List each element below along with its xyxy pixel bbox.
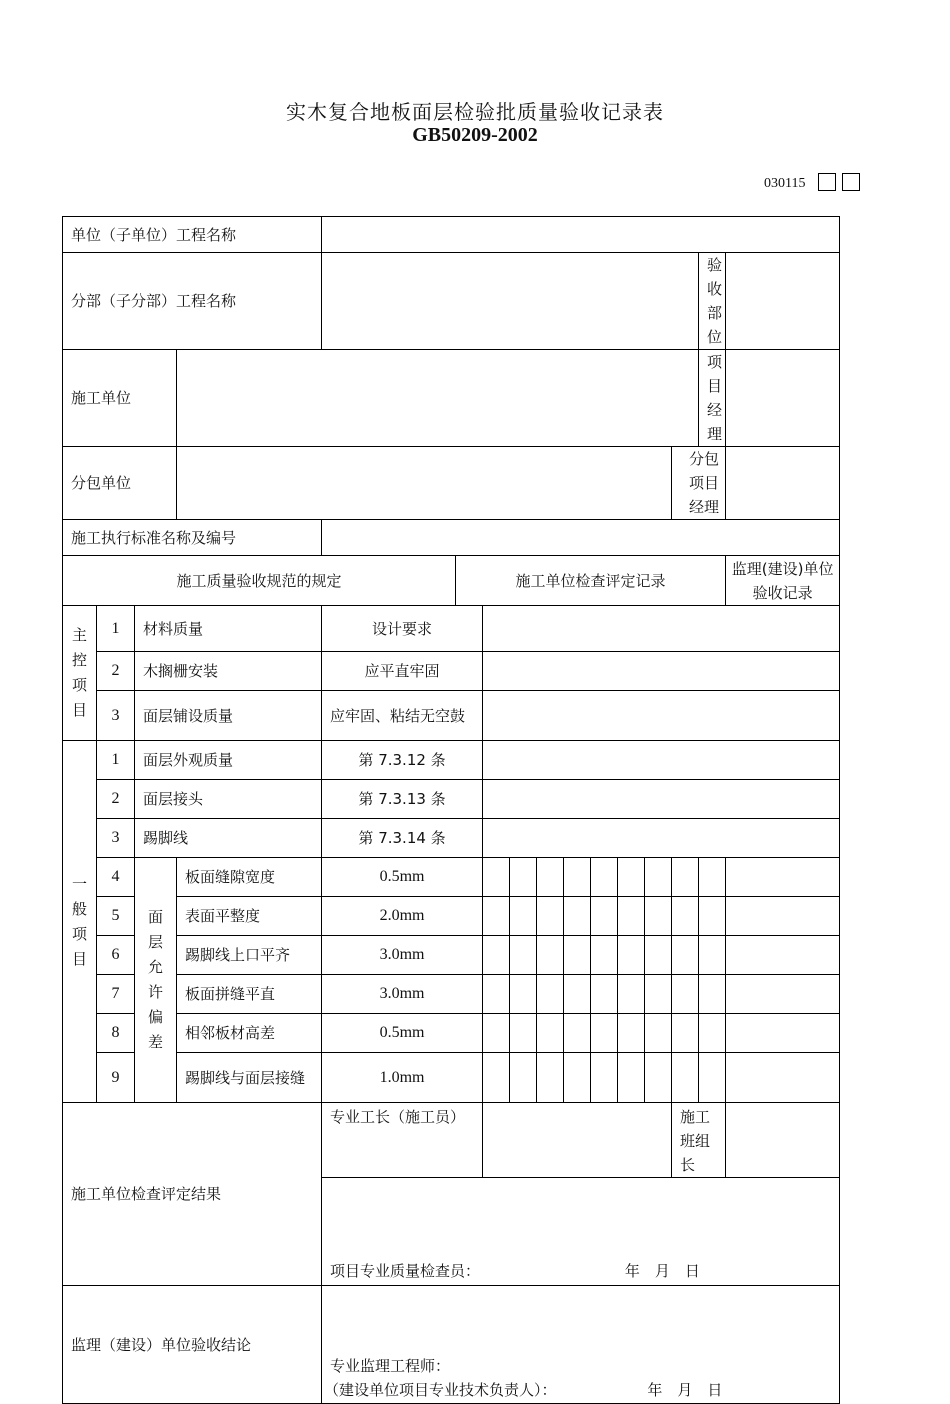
form-title: 实木复合地板面层检验批质量验收记录表 [286, 100, 664, 124]
measure-cell[interactable] [564, 858, 591, 897]
measure-cell[interactable] [510, 936, 537, 975]
supervision-column-header: 监理(建设)单位验收记录 [726, 556, 840, 606]
main-item-name: 材料质量 [135, 606, 322, 652]
measure-cell[interactable] [645, 936, 672, 975]
measure-cell[interactable] [483, 1014, 510, 1053]
general-item-check[interactable] [483, 741, 840, 780]
team-leader-label: 施工班组长 [672, 1103, 726, 1178]
measure-cell[interactable] [591, 897, 618, 936]
general-items-label: 一 般 项 目 [63, 741, 97, 1103]
measure-cell[interactable] [510, 1053, 537, 1103]
unit-project-field[interactable] [322, 217, 840, 253]
foreman-label: 专业工长（施工员） [322, 1103, 483, 1178]
main-item-requirement: 应牢固、粘结无空鼓 [322, 691, 483, 741]
main-item-check[interactable] [483, 691, 840, 741]
measure-cell[interactable] [618, 1053, 645, 1103]
general-item-name: 踢脚线 [135, 819, 322, 858]
sub-project-label: 分部（子分部）工程名称 [63, 253, 322, 350]
general-item-no: 3 [97, 819, 135, 858]
measure-cell[interactable] [699, 975, 726, 1014]
engineer-label: 专业监理工程师： [330, 1357, 451, 1375]
subcontract-unit-label: 分包单位 [63, 447, 177, 520]
measure-cell[interactable] [591, 1053, 618, 1103]
tolerance-value: 0.5mm [322, 1014, 483, 1053]
measure-cell[interactable] [726, 1014, 840, 1053]
measure-cell[interactable] [645, 1014, 672, 1053]
measure-cell[interactable] [726, 975, 840, 1014]
code-box-2[interactable] [842, 173, 860, 191]
measure-cell[interactable] [672, 936, 699, 975]
tech-leader-label: （建设单位项目专业技术负责人）： [324, 1381, 557, 1399]
tolerance-item-no: 9 [97, 1053, 135, 1103]
tolerance-item-name: 表面平整度 [177, 897, 322, 936]
measure-cell[interactable] [645, 975, 672, 1014]
measure-cell[interactable] [591, 936, 618, 975]
inspector-label: 项目专业质量检查员： [330, 1262, 481, 1280]
measure-cell[interactable] [645, 897, 672, 936]
measure-cell[interactable] [564, 897, 591, 936]
standard-label: 施工执行标准名称及编号 [63, 520, 322, 556]
measure-cell[interactable] [672, 1053, 699, 1103]
team-leader-field[interactable] [726, 1103, 840, 1178]
measure-cell[interactable] [537, 897, 564, 936]
sub-project-field[interactable] [322, 253, 699, 350]
tolerance-item-no: 7 [97, 975, 135, 1014]
tolerance-value: 3.0mm [322, 975, 483, 1014]
measure-cell[interactable] [510, 975, 537, 1014]
measure-cell[interactable] [672, 858, 699, 897]
tolerance-item-no: 6 [97, 936, 135, 975]
measure-cell[interactable] [726, 897, 840, 936]
check-column-header: 施工单位检查评定记录 [456, 556, 726, 606]
standard-code: GB50209-2002 [412, 124, 538, 146]
general-item-no: 1 [97, 741, 135, 780]
measure-cell[interactable] [537, 975, 564, 1014]
measure-cell[interactable] [618, 1014, 645, 1053]
measure-cell[interactable] [564, 1014, 591, 1053]
general-item-requirement: 第 7.3.14 条 [322, 819, 483, 858]
general-item-no: 2 [97, 780, 135, 819]
main-item-check[interactable] [483, 606, 840, 652]
form-code: 030115 [764, 176, 806, 191]
accept-part-label: 验收部位 [699, 253, 726, 350]
tolerance-item-no: 8 [97, 1014, 135, 1053]
inspection-table [62, 216, 840, 1404]
main-item-check[interactable] [483, 652, 840, 691]
general-item-requirement: 第 7.3.13 条 [322, 780, 483, 819]
main-item-name: 面层铺设质量 [135, 691, 322, 741]
tolerance-item-name: 踢脚线与面层接缝 [177, 1053, 322, 1103]
standard-field[interactable] [322, 520, 840, 556]
measure-cell[interactable] [537, 936, 564, 975]
measure-cell[interactable] [537, 858, 564, 897]
main-item-no: 1 [97, 606, 135, 652]
unit-project-label: 单位（子单位）工程名称 [63, 217, 322, 253]
measure-cell[interactable] [483, 975, 510, 1014]
main-item-requirement: 设计要求 [322, 606, 483, 652]
subcontract-manager-label: 分包项目经理 [672, 447, 726, 520]
tolerance-value: 2.0mm [322, 897, 483, 936]
measure-cell[interactable] [618, 858, 645, 897]
measure-cell[interactable] [483, 897, 510, 936]
measure-cell[interactable] [726, 1053, 840, 1103]
tolerance-item-name: 板面缝隙宽度 [177, 858, 322, 897]
main-item-name: 木搁栅安装 [135, 652, 322, 691]
measure-cell[interactable] [618, 975, 645, 1014]
measure-cell[interactable] [483, 858, 510, 897]
measure-cell[interactable] [618, 936, 645, 975]
measure-cell[interactable] [699, 897, 726, 936]
measure-cell[interactable] [645, 1053, 672, 1103]
measure-cell[interactable] [672, 897, 699, 936]
general-item-name: 面层外观质量 [135, 741, 322, 780]
measure-cell[interactable] [672, 1014, 699, 1053]
construction-unit-field[interactable] [177, 350, 699, 447]
tolerance-item-name: 踢脚线上口平齐 [177, 936, 322, 975]
general-item-name: 面层接头 [135, 780, 322, 819]
tolerance-item-name: 相邻板材高差 [177, 1014, 322, 1053]
main-item-no: 2 [97, 652, 135, 691]
measure-cell[interactable] [537, 1014, 564, 1053]
measure-cell[interactable] [591, 858, 618, 897]
tolerance-value: 0.5mm [322, 858, 483, 897]
main-item-requirement: 应平直牢固 [322, 652, 483, 691]
measure-cell[interactable] [726, 858, 840, 897]
supervision-content[interactable] [322, 1286, 840, 1404]
general-item-requirement: 第 7.3.12 条 [322, 741, 483, 780]
tolerance-item-name: 板面拼缝平直 [177, 975, 322, 1014]
measure-cell[interactable] [483, 1053, 510, 1103]
tolerance-value: 1.0mm [322, 1053, 483, 1103]
measure-cell[interactable] [483, 936, 510, 975]
tolerance-label: 面 层 允 许 偏 差 [135, 858, 177, 1103]
check-date: 年 月 日 [624, 1262, 700, 1280]
subcontract-unit-field[interactable] [177, 447, 672, 520]
foreman-field[interactable] [483, 1103, 672, 1178]
measure-cell[interactable] [618, 897, 645, 936]
measure-cell[interactable] [699, 936, 726, 975]
check-result-content[interactable] [322, 1178, 840, 1286]
supervision-date: 年 月 日 [647, 1381, 723, 1399]
main-items-label: 主 控 项 目 [63, 606, 97, 741]
tolerance-item-no: 5 [97, 897, 135, 936]
main-item-no: 3 [97, 691, 135, 741]
project-manager-label: 项目经理 [699, 350, 726, 447]
general-item-check[interactable] [483, 819, 840, 858]
check-result-label: 施工单位检查评定结果 [63, 1103, 322, 1286]
construction-unit-label: 施工单位 [63, 350, 177, 447]
subcontract-manager-field[interactable] [726, 447, 840, 520]
measure-cell[interactable] [672, 975, 699, 1014]
project-manager-field[interactable] [726, 350, 840, 447]
tolerance-item-no: 4 [97, 858, 135, 897]
tolerance-value: 3.0mm [322, 936, 483, 975]
measure-cell[interactable] [510, 858, 537, 897]
supervision-label: 监理（建设）单位验收结论 [63, 1286, 322, 1404]
code-box-1[interactable] [818, 173, 836, 191]
accept-part-field[interactable] [726, 253, 840, 350]
measure-cell[interactable] [726, 936, 840, 975]
measure-cell[interactable] [564, 1053, 591, 1103]
measure-cell[interactable] [537, 1053, 564, 1103]
spec-column-header: 施工质量验收规范的规定 [63, 556, 456, 606]
measure-cell[interactable] [564, 936, 591, 975]
measure-cell[interactable] [564, 975, 591, 1014]
measure-cell[interactable] [510, 897, 537, 936]
measure-cell[interactable] [699, 1053, 726, 1103]
measure-cell[interactable] [591, 975, 618, 1014]
measure-cell[interactable] [591, 1014, 618, 1053]
measure-cell[interactable] [510, 1014, 537, 1053]
measure-cell[interactable] [699, 1014, 726, 1053]
measure-cell[interactable] [645, 858, 672, 897]
general-item-check[interactable] [483, 780, 840, 819]
measure-cell[interactable] [699, 858, 726, 897]
